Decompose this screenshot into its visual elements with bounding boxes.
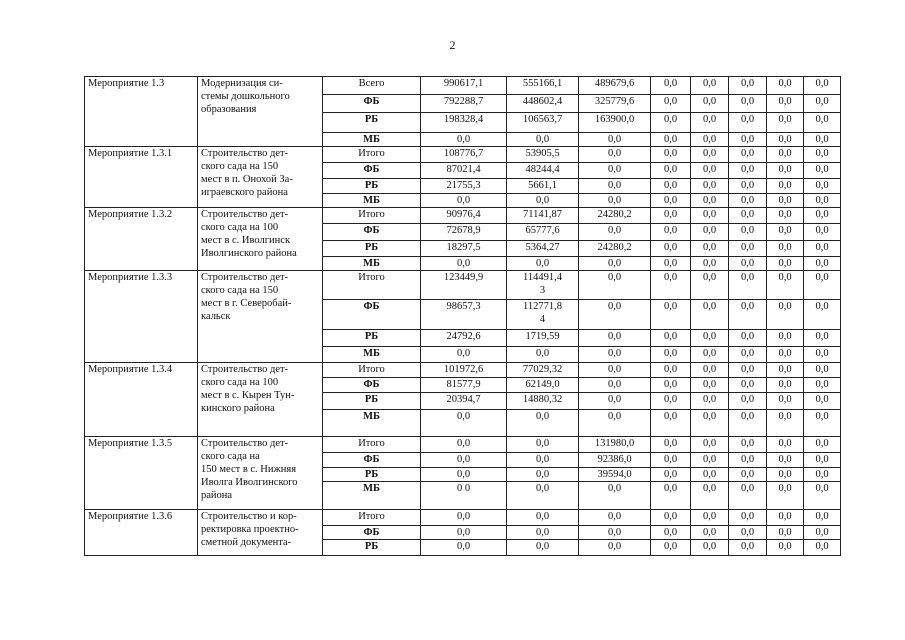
amount-cell: 0,0 [729,510,767,526]
amount-cell: 0,0 [507,257,579,271]
amount-cell: 0,0 [804,163,841,179]
amount-cell: 0,0 [729,194,767,208]
amount-cell: 0,0 [579,163,651,179]
amount-cell: 0,0 [729,378,767,393]
amount-cell: 0,0 [804,133,841,147]
amount-cell: 0,0 [804,257,841,271]
amount-cell: 0,0 [767,208,804,224]
amount-cell: 0,0 [767,194,804,208]
amount-cell: 98657,3 [421,300,507,330]
event-id: Мероприятие 1.3.3 [85,271,198,363]
amount-cell: 0,0 [651,437,691,453]
funding-source: МБ [323,133,421,147]
amount-cell: 0,0 [651,482,691,510]
amount-cell: 0,0 [729,241,767,257]
amount-cell: 0,0 [691,77,729,95]
amount-cell: 24280,2 [579,241,651,257]
amount-cell: 0,0 [804,300,841,330]
table-row [85,77,841,95]
funding-source: МБ [323,410,421,437]
funding-source: Всего [323,77,421,95]
amount-cell: 0,0 [767,147,804,163]
amount-cell: 0,0 [651,271,691,300]
amount-cell: 0,0 [651,540,691,556]
amount-cell: 0,0 [804,393,841,410]
amount-cell: 0,0 [804,147,841,163]
funding-source: Итого [323,437,421,453]
event-id: Мероприятие 1.3.1 [85,147,198,208]
amount-cell: 77029,32 [507,363,579,378]
amount-cell: 0,0 [579,482,651,510]
amount-cell: 0,0 [729,208,767,224]
event-description: Строительство и кор- ректировка проектно- сметной документа- [198,510,323,556]
amount-cell: 0,0 [767,257,804,271]
amount-cell: 92386,0 [579,453,651,468]
amount-cell: 0,0 [651,468,691,482]
amount-cell: 0,0 [579,194,651,208]
amount-cell: 0,0 [651,526,691,540]
amount-cell: 48244,4 [507,163,579,179]
event-description: Модернизация си- стемы дошкольного образования [198,77,323,147]
funding-source: РБ [323,540,421,556]
amount-cell: 0,0 [651,300,691,330]
amount-cell: 0,0 [729,468,767,482]
funding-source: ФБ [323,224,421,241]
amount-cell: 0,0 [804,540,841,556]
amount-cell: 0,0 [767,526,804,540]
amount-cell: 0,0 [691,163,729,179]
amount-cell: 0,0 [421,540,507,556]
event-id: Мероприятие 1.3.5 [85,437,198,510]
amount-cell: 62149,0 [507,378,579,393]
amount-cell: 0,0 [507,133,579,147]
amount-cell: 0,0 [421,510,507,526]
amount-cell: 72678,9 [421,224,507,241]
funding-source: РБ [323,179,421,194]
event-id: Мероприятие 1.3.2 [85,208,198,271]
amount-cell: 0,0 [691,393,729,410]
amount-cell: 0,0 [691,526,729,540]
funding-source: РБ [323,241,421,257]
amount-cell: 0,0 [767,77,804,95]
event-description: Строительство дет- ского сада на 150 мест в с. Нижняя Иволга Иволгинского района [198,437,323,510]
amount-cell: 0,0 [421,133,507,147]
amount-cell: 87021,4 [421,163,507,179]
amount-cell: 0,0 [421,257,507,271]
amount-cell: 0,0 [804,208,841,224]
amount-cell: 990617,1 [421,77,507,95]
funding-source: ФБ [323,163,421,179]
amount-cell: 114491,4 3 [507,271,579,300]
amount-cell: 0,0 [767,224,804,241]
amount-cell: 0,0 [691,363,729,378]
amount-cell: 0,0 [729,393,767,410]
amount-cell: 0,0 [691,257,729,271]
amount-cell: 0,0 [691,300,729,330]
amount-cell: 0,0 [651,95,691,113]
amount-cell: 0,0 [804,526,841,540]
amount-cell: 0,0 [507,347,579,363]
amount-cell: 0,0 [691,133,729,147]
funding-source: МБ [323,194,421,208]
amount-cell: 0,0 [804,330,841,347]
funding-source: ФБ [323,378,421,393]
amount-cell: 0,0 [421,347,507,363]
amount-cell: 0,0 [651,224,691,241]
amount-cell: 0,0 [651,133,691,147]
funding-source: МБ [323,482,421,510]
amount-cell: 0,0 [691,437,729,453]
amount-cell: 0,0 [507,194,579,208]
amount-cell: 0,0 [729,113,767,133]
amount-cell: 0,0 [651,330,691,347]
amount-cell: 0,0 [579,410,651,437]
funding-source: Итого [323,510,421,526]
amount-cell: 0,0 [651,510,691,526]
amount-cell: 0,0 [651,363,691,378]
funding-source: РБ [323,113,421,133]
amount-cell: 53905,5 [507,147,579,163]
amount-cell: 163900,0 [579,113,651,133]
event-description: Строительство дет- ского сада на 150 мест в п. Онохой За- играевского района [198,147,323,208]
amount-cell: 0,0 [579,271,651,300]
amount-cell: 0,0 [579,257,651,271]
amount-cell: 0,0 [691,410,729,437]
amount-cell: 0,0 [729,257,767,271]
table-row [85,363,841,378]
funding-source: РБ [323,393,421,410]
funding-source: ФБ [323,526,421,540]
amount-cell: 0,0 [691,271,729,300]
amount-cell: 90976,4 [421,208,507,224]
amount-cell: 0,0 [691,347,729,363]
amount-cell: 0,0 [804,510,841,526]
amount-cell: 0,0 [691,468,729,482]
amount-cell: 131980,0 [579,437,651,453]
funding-source: МБ [323,347,421,363]
event-description: Строительство дет- ского сада на 100 мест в с. Иволгинск Иволгинского района [198,208,323,271]
amount-cell: 0,0 [767,271,804,300]
amount-cell: 0,0 [767,453,804,468]
amount-cell: 0,0 [579,526,651,540]
budget-table-body [85,77,841,556]
amount-cell: 0,0 [651,393,691,410]
amount-cell: 24280,2 [579,208,651,224]
amount-cell: 108776,7 [421,147,507,163]
amount-cell: 0,0 [691,194,729,208]
amount-cell: 0,0 [579,179,651,194]
amount-cell: 0,0 [729,77,767,95]
amount-cell: 14880,32 [507,393,579,410]
amount-cell: 0,0 [804,410,841,437]
funding-source: Итого [323,208,421,224]
amount-cell: 0,0 [579,147,651,163]
event-id: Мероприятие 1.3.4 [85,363,198,437]
amount-cell: 325779,6 [579,95,651,113]
amount-cell: 0,0 [691,378,729,393]
amount-cell: 0,0 [767,363,804,378]
amount-cell: 0,0 [421,437,507,453]
funding-source: ФБ [323,300,421,330]
amount-cell: 0,0 [691,208,729,224]
event-description: Строительство дет- ского сада на 100 мест в с. Кырен Тун- кинского района [198,363,323,437]
amount-cell: 0,0 [579,300,651,330]
amount-cell: 0,0 [804,241,841,257]
amount-cell: 0,0 [804,378,841,393]
amount-cell: 0,0 [691,224,729,241]
amount-cell: 0,0 [804,271,841,300]
amount-cell: 0,0 [767,179,804,194]
amount-cell: 0,0 [729,410,767,437]
amount-cell: 71141,87 [507,208,579,224]
amount-cell: 0,0 [651,163,691,179]
table-row [85,208,841,224]
amount-cell: 0,0 [767,482,804,510]
amount-cell: 0,0 [767,437,804,453]
table-row [85,437,841,453]
amount-cell: 0,0 [507,410,579,437]
amount-cell: 1719,59 [507,330,579,347]
amount-cell: 0,0 [579,133,651,147]
event-description: Строительство дет- ского сада на 150 мест в г. Северобай- кальск [198,271,323,363]
amount-cell: 0,0 [729,163,767,179]
amount-cell: 0,0 [729,330,767,347]
amount-cell: 0,0 [729,363,767,378]
amount-cell: 0,0 [691,95,729,113]
amount-cell: 0,0 [651,77,691,95]
page-number: 2 [449,38,456,52]
amount-cell: 0,0 [691,179,729,194]
amount-cell: 123449,9 [421,271,507,300]
amount-cell: 101972,6 [421,363,507,378]
amount-cell: 0,0 [579,540,651,556]
amount-cell: 0,0 [729,271,767,300]
amount-cell: 106563,7 [507,113,579,133]
amount-cell: 0,0 [691,330,729,347]
event-id: Мероприятие 1.3 [85,77,198,147]
amount-cell: 0,0 [507,482,579,510]
amount-cell: 65777,6 [507,224,579,241]
amount-cell: 0,0 [579,510,651,526]
amount-cell: 0,0 [651,113,691,133]
amount-cell: 0,0 [804,113,841,133]
amount-cell: 0,0 [767,540,804,556]
amount-cell: 0,0 [651,194,691,208]
amount-cell: 0,0 [804,482,841,510]
amount-cell: 24792,6 [421,330,507,347]
amount-cell: 0,0 [767,113,804,133]
amount-cell: 0,0 [729,133,767,147]
amount-cell: 0,0 [804,194,841,208]
amount-cell: 0,0 [691,482,729,510]
amount-cell: 0,0 [507,526,579,540]
amount-cell: 0,0 [804,468,841,482]
amount-cell: 0,0 [804,224,841,241]
table-row [85,271,841,300]
amount-cell: 0,0 [767,468,804,482]
amount-cell: 0,0 [767,133,804,147]
amount-cell: 0,0 [767,347,804,363]
amount-cell: 0,0 [579,393,651,410]
funding-source: Итого [323,271,421,300]
amount-cell: 0,0 [651,453,691,468]
amount-cell: 0,0 [507,540,579,556]
amount-cell: 0,0 [651,410,691,437]
amount-cell: 0,0 [804,453,841,468]
amount-cell: 0,0 [804,77,841,95]
amount-cell: 0,0 [729,540,767,556]
amount-cell: 0,0 [579,330,651,347]
amount-cell: 0,0 [729,526,767,540]
amount-cell: 0,0 [729,300,767,330]
amount-cell: 0,0 [421,194,507,208]
amount-cell: 0,0 [421,526,507,540]
amount-cell: 0,0 [767,330,804,347]
amount-cell: 0,0 [421,468,507,482]
amount-cell: 0,0 [691,540,729,556]
event-id: Мероприятие 1.3.6 [85,510,198,556]
funding-source: РБ [323,468,421,482]
amount-cell: 0,0 [507,510,579,526]
amount-cell: 448602,4 [507,95,579,113]
amount-cell: 5661,1 [507,179,579,194]
amount-cell: 0,0 [579,378,651,393]
amount-cell: 0,0 [421,410,507,437]
amount-cell: 0,0 [767,378,804,393]
amount-cell: 0,0 [804,347,841,363]
amount-cell: 0,0 [691,147,729,163]
amount-cell: 0,0 [691,453,729,468]
amount-cell: 81577,9 [421,378,507,393]
amount-cell: 0,0 [729,453,767,468]
amount-cell: 489679,6 [579,77,651,95]
funding-source: РБ [323,330,421,347]
amount-cell: 0,0 [691,113,729,133]
amount-cell: 0,0 [767,95,804,113]
table-row [85,147,841,163]
amount-cell: 0,0 [767,393,804,410]
amount-cell: 0,0 [579,363,651,378]
amount-cell: 0,0 [651,208,691,224]
amount-cell: 0,0 [507,437,579,453]
amount-cell: 0,0 [651,241,691,257]
funding-source: Итого [323,363,421,378]
funding-source: ФБ [323,95,421,113]
table-row [85,510,841,526]
funding-source: МБ [323,257,421,271]
amount-cell: 0,0 [729,147,767,163]
amount-cell: 20394,7 [421,393,507,410]
amount-cell: 0,0 [729,482,767,510]
amount-cell: 0,0 [507,468,579,482]
amount-cell: 0,0 [804,95,841,113]
amount-cell: 0,0 [651,179,691,194]
amount-cell: 0,0 [507,453,579,468]
amount-cell: 792288,7 [421,95,507,113]
amount-cell: 0,0 [691,510,729,526]
amount-cell: 0,0 [729,179,767,194]
amount-cell: 0,0 [767,510,804,526]
amount-cell: 0,0 [729,437,767,453]
amount-cell: 0,0 [691,241,729,257]
amount-cell: 112771,8 4 [507,300,579,330]
amount-cell: 0,0 [651,147,691,163]
amount-cell: 18297,5 [421,241,507,257]
amount-cell: 0,0 [579,224,651,241]
amount-cell: 0,0 [729,224,767,241]
amount-cell: 0,0 [767,300,804,330]
funding-source: Итого [323,147,421,163]
amount-cell: 0,0 [651,347,691,363]
amount-cell: 0,0 [767,241,804,257]
amount-cell: 0,0 [729,95,767,113]
amount-cell: 0,0 [729,347,767,363]
amount-cell: 0,0 [767,163,804,179]
amount-cell: 0,0 [804,363,841,378]
amount-cell: 0,0 [651,257,691,271]
amount-cell: 0,0 [767,410,804,437]
amount-cell: 555166,1 [507,77,579,95]
amount-cell: 0 0 [421,482,507,510]
budget-table [84,76,841,556]
amount-cell: 21755,3 [421,179,507,194]
amount-cell: 0,0 [421,453,507,468]
amount-cell: 5364,27 [507,241,579,257]
amount-cell: 0,0 [804,437,841,453]
amount-cell: 0,0 [651,378,691,393]
funding-source: ФБ [323,453,421,468]
amount-cell: 198328,4 [421,113,507,133]
amount-cell: 0,0 [579,347,651,363]
amount-cell: 0,0 [804,179,841,194]
amount-cell: 39594,0 [579,468,651,482]
